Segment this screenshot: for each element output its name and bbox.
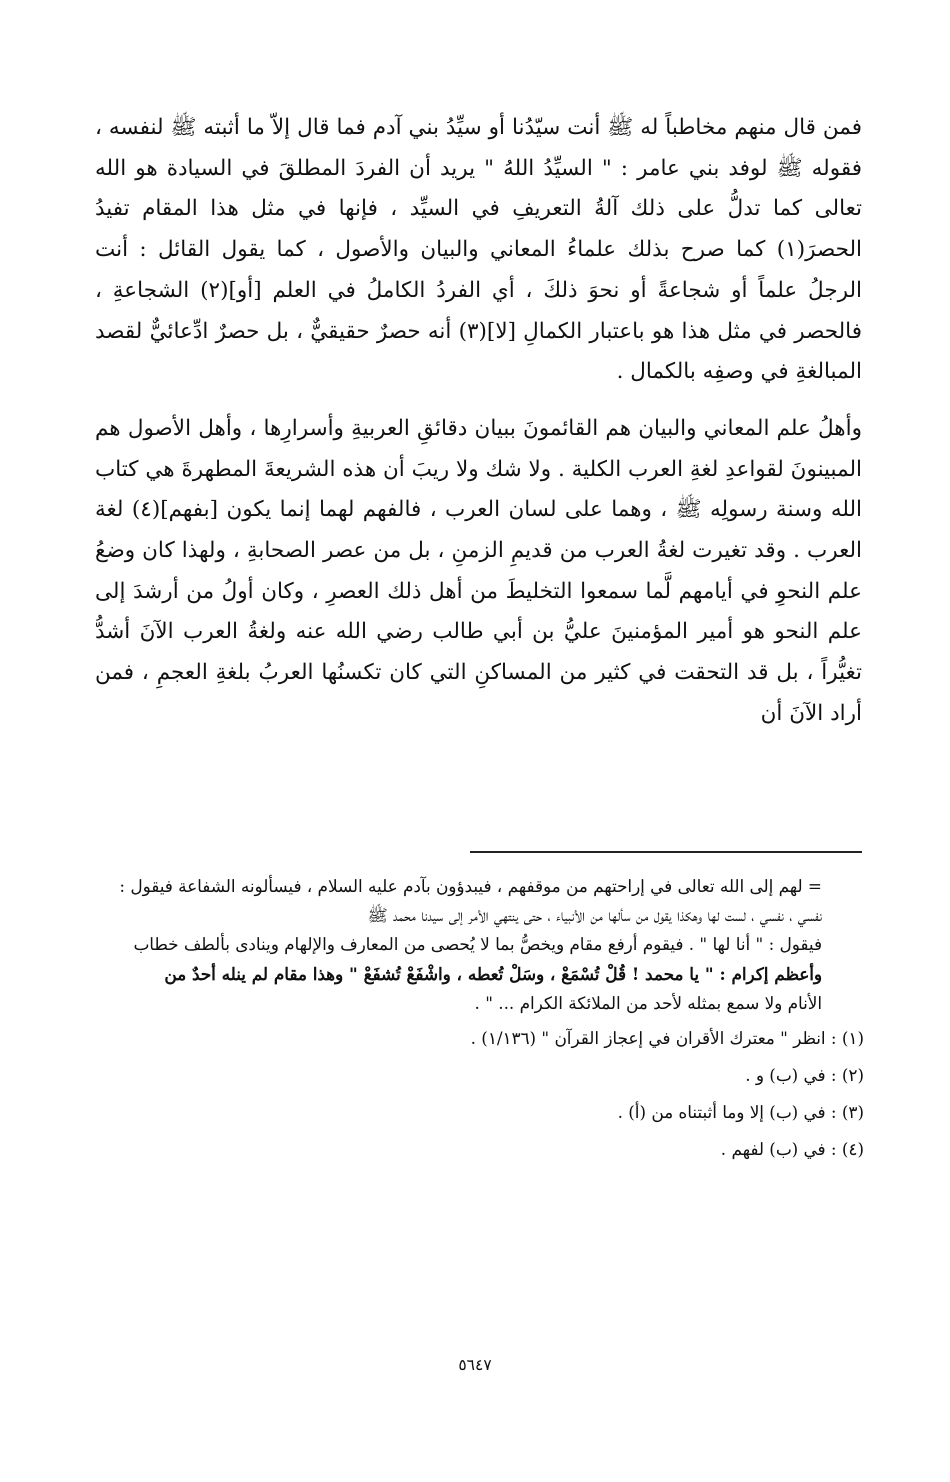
footnote-continuation-line: = لهم إلى الله تعالى في إراحتهم من موقفهم ، فيبدؤون بآدم عليه السلام ، فيسألونه الشفاعة فيقول : <box>119 876 822 896</box>
footnote-continuation-line: وأعظم إكرام : " يا محمد ! قُلْ تُسْمَعْ ، وسَلْ تُعطه ، واشْفَعْ تُشفَعْ " وهذا مقام لم ينله أحدٌ من <box>164 963 822 984</box>
footnote-2: (٢) : في (ب) و . <box>745 1065 864 1086</box>
footnote-separator <box>470 851 862 853</box>
body-paragraph-1: فمن قال منهم مخاطباً له ﷺ أنت سيّدُنا أو سيِّدُ بني آدم فما قال إلاّ ما أثبته ﷺ لنفسه ، فقوله ﷺ لوفد بني عامر : " السيِّدُ اللهُ " يريد أن الفردَ المطلقَ في السيادة هو الله تعالى كما تدلُّ على ذلك آلةُ التعريفِ في السيِّد ، فإنها في مثل هذا المقام تفيدُ الحصرَ(١) كما صرح بذلك علماءُ المعاني والبيان والأصول ، كما يقول القائل : أنت الرجلُ علماً أو شجاعةً أو نحوَ ذلكَ ، أي الفردُ الكاملُ في العلم [أو](٢) الشجاعةِ ، فالحصر في مثل هذا هو باعتبار الكمالِ [لا](٣) أنه حصرٌ حقيقيٌّ ، بل حصرٌ ادِّعائيٌّ لقصد المبالغةِ في وصفِه بالكمال . <box>95 115 863 385</box>
footnote-continuation-line: فيقول : " أنا لها " . فيقوم أرفع مقام ويخصُّ بما لا يُحصى من المعارف والإلهام وينادى بألطف خطاب <box>133 934 822 955</box>
footnote-1: (١) : انظر " معترك الأقران في إعجاز القرآن " (١/١٣٦) . <box>470 1028 864 1049</box>
footnote-4: (٤) : في (ب) لفهم . <box>720 1139 864 1160</box>
footnote-continuation-line: الأنام ولا سمع بمثله لأحد من الملائكة الكرام ... " . <box>474 992 822 1013</box>
page-number: ٥٦٤٧ <box>458 1356 492 1374</box>
footnotes <box>95 872 864 1166</box>
footnote-continuation-line: نفسي ، نفسي ، لست لها وهكذا يقول من سألها من الأنبياء ، حتى ينتهي الأمر إلى سيدنا محمد ﷺ <box>367 905 822 926</box>
body-paragraph-2: وأهلُ علم المعاني والبيان هم القائمونَ ببيان دقائقِ العربيةِ وأسرارِها ، وأهل الأصول هم المبينونَ لقواعدِ لغةِ العرب الكلية . ولا شك ولا ريبَ أن هذه الشريعةَ المطهرةَ هي كتاب الله وسنة رسولِه ﷺ ، وهما على لسان العرب ، فالفهم لهما إنما يكون [بفهم](٤) لغة العرب . وقد تغيرت لغةُ العرب من قديمِ الزمنِ ، بل من عصر الصحابةِ ، ولهذا كان وضعُ علم النحوِ في أيامهم لَّما سمعوا التخليطَ من أهل ذلك العصرِ ، وكان أولُ من أرشدَ إلى علم النحو هو أمير المؤمنينَ عليُّ بن أبي طالب رضي الله عنه ولغةُ العرب الآنَ أشدُّ تغيُّراً ، بل قد التحقت في كثير من المساكنِ التي كان تكسنُها العربُ بلغةِ العجمِ ، فمن أراد الآنَ أن <box>95 415 862 726</box>
footnote-3: (٣) : في (ب) إلا وما أثبتناه من (أ) . <box>617 1102 864 1123</box>
main-text <box>95 108 862 735</box>
